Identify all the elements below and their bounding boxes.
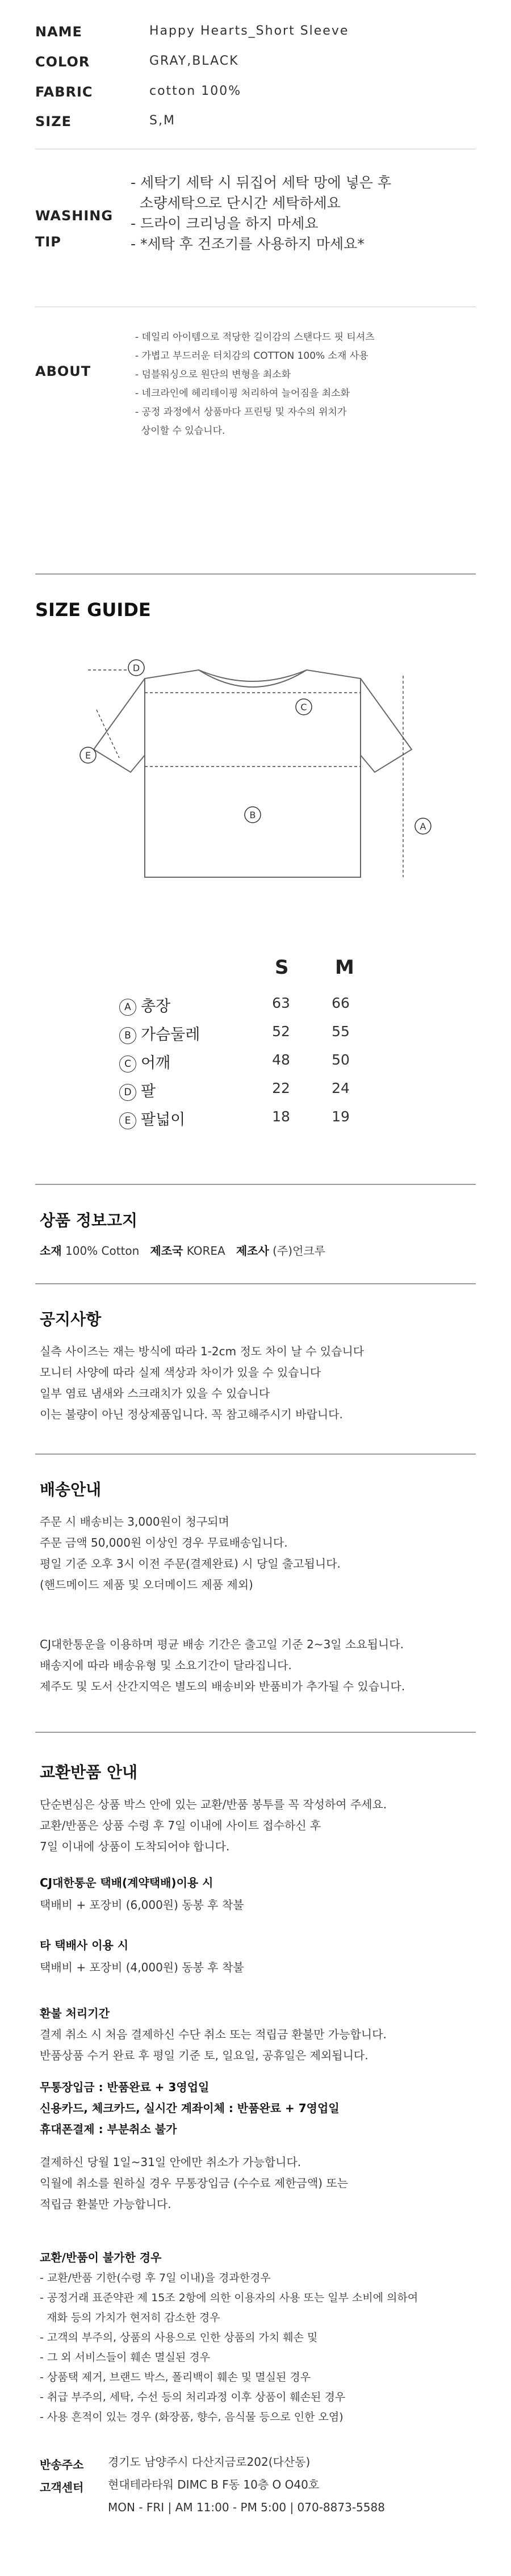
cj-line: 택배비 + 포장비 (6,000원) 동봉 후 착불 [40,1898,244,1912]
shipping-line: 주문 시 배송비는 3,000원이 청구되며 [40,1515,229,1528]
size-row-label [119,1050,170,1073]
shipping-line: (핸드메이드 제품 및 오더메이드 제품 제외) [40,1578,253,1591]
size-row-label [119,1022,200,1044]
refund-line: 반품상품 수거 완료 후 평일 기준 토, 일요일, 공휴일은 제외됩니다. [40,2049,368,2062]
washing-tip-list [131,173,391,254]
marker-a-label: A [420,821,426,832]
spec-name-value: Happy Hearts_Short Sleeve [149,24,349,38]
size-cell-m: 24 [332,1080,350,1096]
size-row-name: 총장 [141,998,171,1015]
washing-label: WASHING [35,208,114,224]
washing-line: - 세탁기 세탁 시 뒤집어 세탁 망에 넣은 후 [131,174,391,191]
impossible-line: - 사용 흔적이 있는 경우 (화장품, 향수, 음식물 등으로 인한 오염) [40,2411,344,2423]
marker-c-label: C [300,702,307,713]
mobile-note: 적립금 환불만 가능합니다. [40,2197,171,2211]
cs-hours: MON - FRI | AM 11:00 - PM 5:00 | 070-8873-5588 [108,2500,385,2514]
maker-label: 제조사 [236,1244,269,1258]
material-value: 100% Cotton [65,1244,140,1258]
notice-line: 모니터 사양에 따라 실제 색상과 차이가 있을 수 있습니다 [40,1366,321,1379]
mobile-note: 익월에 취소를 원하실 경우 무통장입금 (수수료 제한금액) 또는 [40,2176,349,2190]
shipping-list-b [40,1634,405,1697]
exchange-intro-line: 단순변심은 상품 박스 안에 있는 교환/반품 봉투를 꼭 작성하여 주세요. [40,1798,387,1811]
size-row-name: 가슴둘레 [141,1026,200,1044]
card-refund-line: 신용카드, 체크카드, 실시간 계좌이체 : 반품완료 + 7영업일 [40,2101,340,2115]
section-divider [35,1732,476,1733]
size-cell-s: 18 [272,1108,290,1125]
size-row-label [119,1107,185,1129]
size-row-label [119,1079,156,1101]
product-info-title: 상품 정보고지 [40,1211,138,1230]
impossible-line: - 공정거래 표준약관 제 15조 2항에 의한 이용자의 사용 또는 일부 소비에 의하여 [40,2292,418,2304]
exchange-intro-line: 7일 이내에 상품이 도착되어야 합니다. [40,1840,230,1853]
washing-line: 소량세탁으로 단시간 세탁하세요 [131,195,341,211]
spec-size-value: S,M [149,114,175,128]
tshirt-size-diagram [65,653,440,897]
about-line: 상이할 수 있습니다. [135,425,225,437]
impossible-line: - 취급 부주의, 세탁, 수선 등의 처리과정 이후 상품이 훼손된 경우 [40,2391,346,2403]
notice-title: 공지사항 [40,1310,102,1329]
spec-fabric-value: cotton 100% [149,84,242,98]
other-courier-line: 택배비 + 포장비 (4,000원) 동봉 후 착불 [40,1961,244,1974]
size-row-name: 팔넓이 [141,1111,186,1129]
size-cell-s: 48 [272,1052,290,1068]
cs-label: 고객센터 [40,2481,84,2494]
size-row-marker: B [119,1027,136,1044]
notice-line: 이는 불량이 아닌 정상제품입니다. 꼭 참고해주시기 바랍니다. [40,1408,343,1421]
mobile-note: 결제하신 당월 1일~31일 안에만 취소가 가능합니다. [40,2155,301,2169]
marker-b-label: B [249,810,256,820]
shipping-line: 평일 기준 오후 3시 이전 주문(결제완료) 시 당일 출고됩니다. [40,1557,341,1570]
other-courier-title: 타 택배사 이용 시 [40,1938,129,1952]
impossible-line: - 상품택 제거, 브랜드 박스, 폴리백이 훼손 및 멸실된 경우 [40,2371,311,2384]
about-line: - 가볍고 부드러운 터치감의 COTTON 100% 소재 사용 [135,350,368,362]
about-line: - 네크라인에 헤리테이핑 처리하여 늘어짐을 최소화 [135,388,350,399]
section-divider [35,1283,476,1284]
shipping-line: 주문 금액 50,000원 이상인 경우 무료배송입니다. [40,1536,288,1549]
notice-line: 일부 염료 냄새와 스크래치가 있을 수 있습니다 [40,1387,270,1400]
notice-line: 실측 사이즈는 재는 방식에 따라 1-2cm 정도 차이 날 수 있습니다 [40,1344,365,1358]
impossible-title: 교환/반품이 불가한 경우 [40,2251,162,2264]
impossible-line: - 교환/반품 기한(수령 후 7일 이내)을 경과한경우 [40,2272,271,2284]
shipping-list-a [40,1511,341,1595]
size-cell-m: 50 [332,1052,350,1068]
exchange-intro-line: 교환/반품은 상품 수령 후 7일 이내에 사이트 접수하신 후 [40,1819,321,1832]
section-divider [35,1184,476,1185]
size-cell-m: 19 [332,1108,350,1125]
impossible-line: 재화 등의 가치가 현저히 감소한 경우 [40,2311,220,2324]
washing-label-tip: TIP [35,234,61,250]
size-row-marker: E [119,1112,136,1129]
impossible-line: - 그 외 서비스들이 훼손 멸실된 경우 [40,2351,211,2364]
section-divider [35,1454,476,1455]
origin-label: 제조국 [150,1244,183,1258]
refund-list [40,2024,387,2066]
cs-value: 현대테라타워 DIMC B F동 10층 O O40호 [108,2478,320,2491]
exchange-intro [40,1794,387,1857]
material-label: 소재 [40,1244,62,1258]
size-cell-s: 22 [272,1080,290,1096]
size-guide-title: SIZE GUIDE [35,599,151,621]
size-row-marker: A [119,999,136,1016]
mobile-refund-line: 휴대폰결제 : 부분취소 불가 [40,2122,177,2136]
spec-fabric-label: FABRIC [35,84,93,100]
size-col-m: M [335,956,354,979]
about-label: ABOUT [35,363,91,379]
bank-refund-line: 무통장입금 : 반품완료 + 3영업일 [40,2080,210,2094]
shipping-title: 배송안내 [40,1480,102,1499]
size-cell-m: 55 [332,1023,350,1040]
size-cell-m: 66 [332,995,350,1011]
cj-title: CJ대한통운 택배(계약택배)이용 시 [40,1876,213,1890]
size-row-label [119,994,170,1016]
spec-size-label: SIZE [35,114,72,129]
about-line: - 덤블워싱으로 원단의 변형을 최소화 [135,369,291,380]
maker-value: (주)언크루 [273,1244,326,1258]
notice-list [40,1341,364,1425]
shipping-line: 배송지에 따라 배송유형 및 소요기간이 달라집니다. [40,1658,292,1672]
about-line: - 공정 과정에서 상품마다 프린팅 및 자수의 위치가 [135,407,347,418]
refund-line: 결제 취소 시 처음 결제하신 수단 취소 또는 적립금 환불만 가능합니다. [40,2028,387,2041]
spec-name-label: NAME [35,24,82,40]
spec-color-value: GRAY,BLACK [149,54,239,68]
size-cell-s: 52 [272,1023,290,1040]
origin-value: KOREA [186,1244,225,1258]
about-list [135,328,375,441]
size-row-name: 어깨 [141,1054,171,1072]
product-info-line [40,1241,325,1262]
washing-line: - 드라이 크리닝을 하지 마세요 [131,215,319,232]
marker-d-label: D [132,663,140,673]
section-divider [35,573,476,575]
exchange-title: 교환반품 안내 [40,1763,138,1782]
about-line: - 데일리 아이템으로 적당한 길이감의 스탠다드 핏 티셔츠 [135,332,375,343]
size-row-marker: D [119,1084,136,1101]
size-row-name: 팔 [141,1083,156,1100]
marker-e-label: E [85,750,91,761]
size-row-marker: C [119,1055,136,1073]
mobile-notes [40,2152,348,2215]
impossible-line: - 고객의 부주의, 상품의 사용으로 인한 상품의 가치 훼손 및 [40,2331,318,2344]
return-address-value: 경기도 남양주시 다산지금로202(다산동) [108,2455,311,2469]
refund-title: 환불 처리기간 [40,2007,110,2020]
washing-line: - *세탁 후 건조기를 사용하지 마세요* [131,236,365,252]
spec-color-label: COLOR [35,54,90,70]
impossible-list [40,2268,418,2427]
return-address-label: 반송주소 [40,2458,84,2472]
shipping-line: CJ대한통운을 이용하며 평균 배송 기간은 출고일 기준 2~3일 소요됩니다. [40,1637,404,1651]
shipping-line: 제주도 및 도서 산간지역은 별도의 배송비와 반품비가 추가될 수 있습니다. [40,1679,405,1693]
size-col-s: S [275,956,289,979]
size-cell-s: 63 [272,995,290,1011]
